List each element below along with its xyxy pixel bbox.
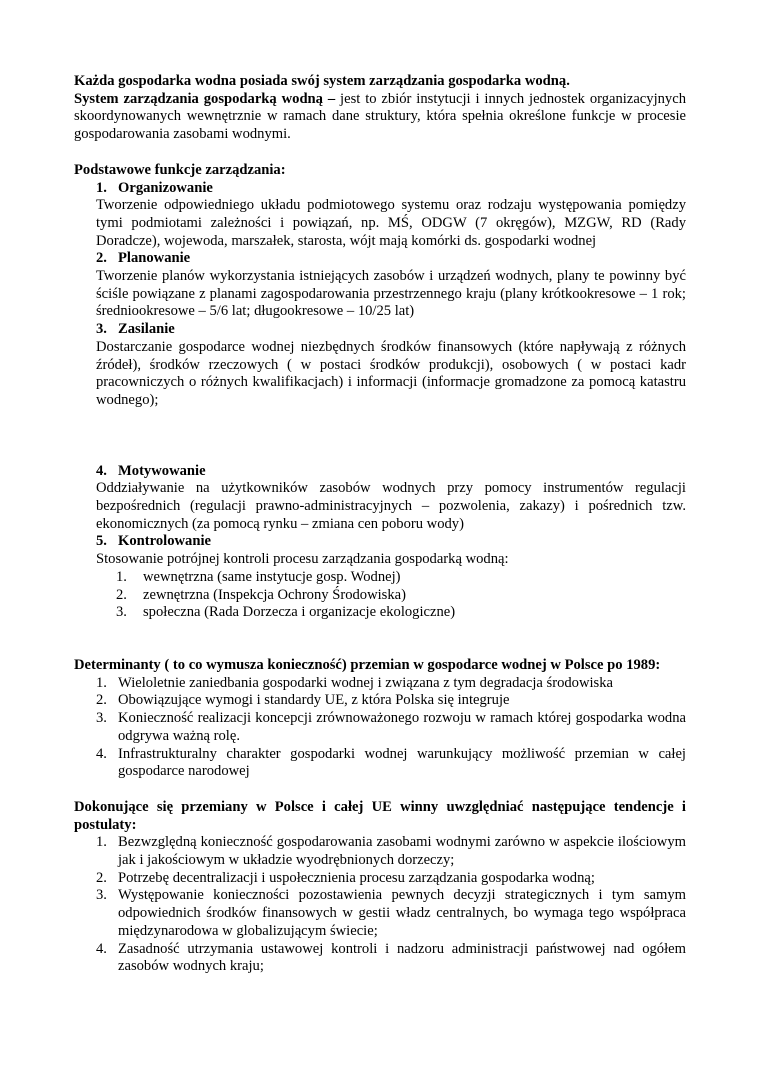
definition-text: jest to zbiór instytucji i innych jednostek organizacyjnych skoordynowanych wewnętrznie w ramach dane struktury, która spełnia określone funkcje w procesie gospodarowania zasobami wodnymi. [74,90,687,143]
determinants-list [74,675,686,781]
function-heading: 2. Planowanie [96,250,191,267]
list-item: 4. Zasadność utrzymania ustawowej kontroli i nadzoru administracji państwowej nad ogółem zasobów wodnych kraju; [96,940,686,975]
function-description: Oddziaływanie na użytkowników zasobów wodnych przy pomocy instrumentów regulacji bezpośrednich (regulacji prawno-administracyjnych – pozwolenia, zakazy) i pośrednich tzw. ekonomicznych (za pomocą rynku – zmiana cen poboru wody) [96,480,686,532]
list-item: 3. Konieczność realizacji koncepcji zrównoważonego rozwoju w ramach której gospodarka wodna odgrywa ważną rolę. [96,710,686,744]
function-heading: 3. Zasilanie [96,321,175,338]
function-heading: 5. Kontrolowanie [96,533,211,550]
control-type-item: 1. wewnętrzna (same instytucje gosp. Wodnej) [116,568,401,585]
list-item: 2. Potrzebę decentralizacji i uspołecznienia procesu zarządzania gospodarka wodną; [96,869,595,886]
function-heading: 1. Organizowanie [96,179,213,196]
control-type-item: 3. społeczna (Rada Dorzecza i organizacje ekologiczne) [116,604,456,621]
document-title: Każda gospodarka wodna posiada swój system zarządzania gospodarka wodną. [74,73,570,89]
function-heading: 4. Motywowanie [96,462,206,479]
function-description: Dostarczanie gospodarce wodnej niezbędnych środków finansowych (które napływają z różnych źródeł), środków rzeczowych ( w postaci środków produkcji), osobowych ( w postaci kadr pracowniczych o różnych kwalifikacjach) i informacji (informacje gromadzone za pomocą katastru wodnego); [96,338,686,408]
control-type-item: 2. zewnętrzna (Inspekcja Ochrony Środowiska) [116,586,406,603]
list-item: 2. Obowiązujące wymogi i standardy UE, z która Polska się integruje [96,692,510,709]
tendencies-list [74,834,686,976]
list-item: 3. Występowanie konieczności pozostawienia pewnych decyzji strategicznych i tym samym odpowiednich środków finansowych w gestii władz centralnych, bo wymaga tego współpraca międzynarodowa w globalizującym świecie; [96,887,686,939]
determinants-heading: Determinanty ( to co wymusza konieczność) przemian w gospodarce wodnej w Polsce po 1989: [74,656,661,673]
function-description: Tworzenie planów wykorzystania istniejących zasobów i urządzeń wodnych, plany te powinny być ściśle powiązane z planami zagospodarowania przestrzennego kraju (plany krótkookresowe – 1 rok; średniookresowe – 5/6 lat; długookresowe – 10/25 lat) [96,268,686,320]
list-item: 1. Wieloletnie zaniedbania gospodarki wodnej i związana z tym degradacja środowiska [96,674,614,691]
list-item: 4. Infrastrukturalny charakter gospodarki wodnej warunkujący możliwość przemian w całej gospodarce narodowej [96,745,686,780]
function-description: Stosowanie potrójnej kontroli procesu zarządzania gospodarką wodną: [96,551,509,568]
tendencies-heading: Dokonujące się przemiany w Polsce i całej UE winny uwzględniać następujące tendencje i postulaty: [74,798,686,833]
list-item: 1. Bezwzględną konieczność gospodarowania zasobami wodnymi zarówno w aspekcie ilościowym jak i jakościowym w układzie wyodrębnionych dorzeczy; [96,834,686,869]
functions-heading: Podstawowe funkcje zarządzania: [74,161,286,178]
definition-paragraph [74,91,686,144]
definition-term: System zarządzania gospodarką wodną – [74,90,336,107]
document-page [74,73,686,976]
function-description: Tworzenie odpowiedniego układu podmiotowego systemu oraz rodzaju występowania pomiędzy tymi podmiotami zależności i powiązań, np. MŚ, ODGW (7 okręgów), MZGW, RD (Rady Doradcze), wojewoda, marszałek, starosta, wójt mają komórki ds. gospodarki wodnej [96,197,686,249]
